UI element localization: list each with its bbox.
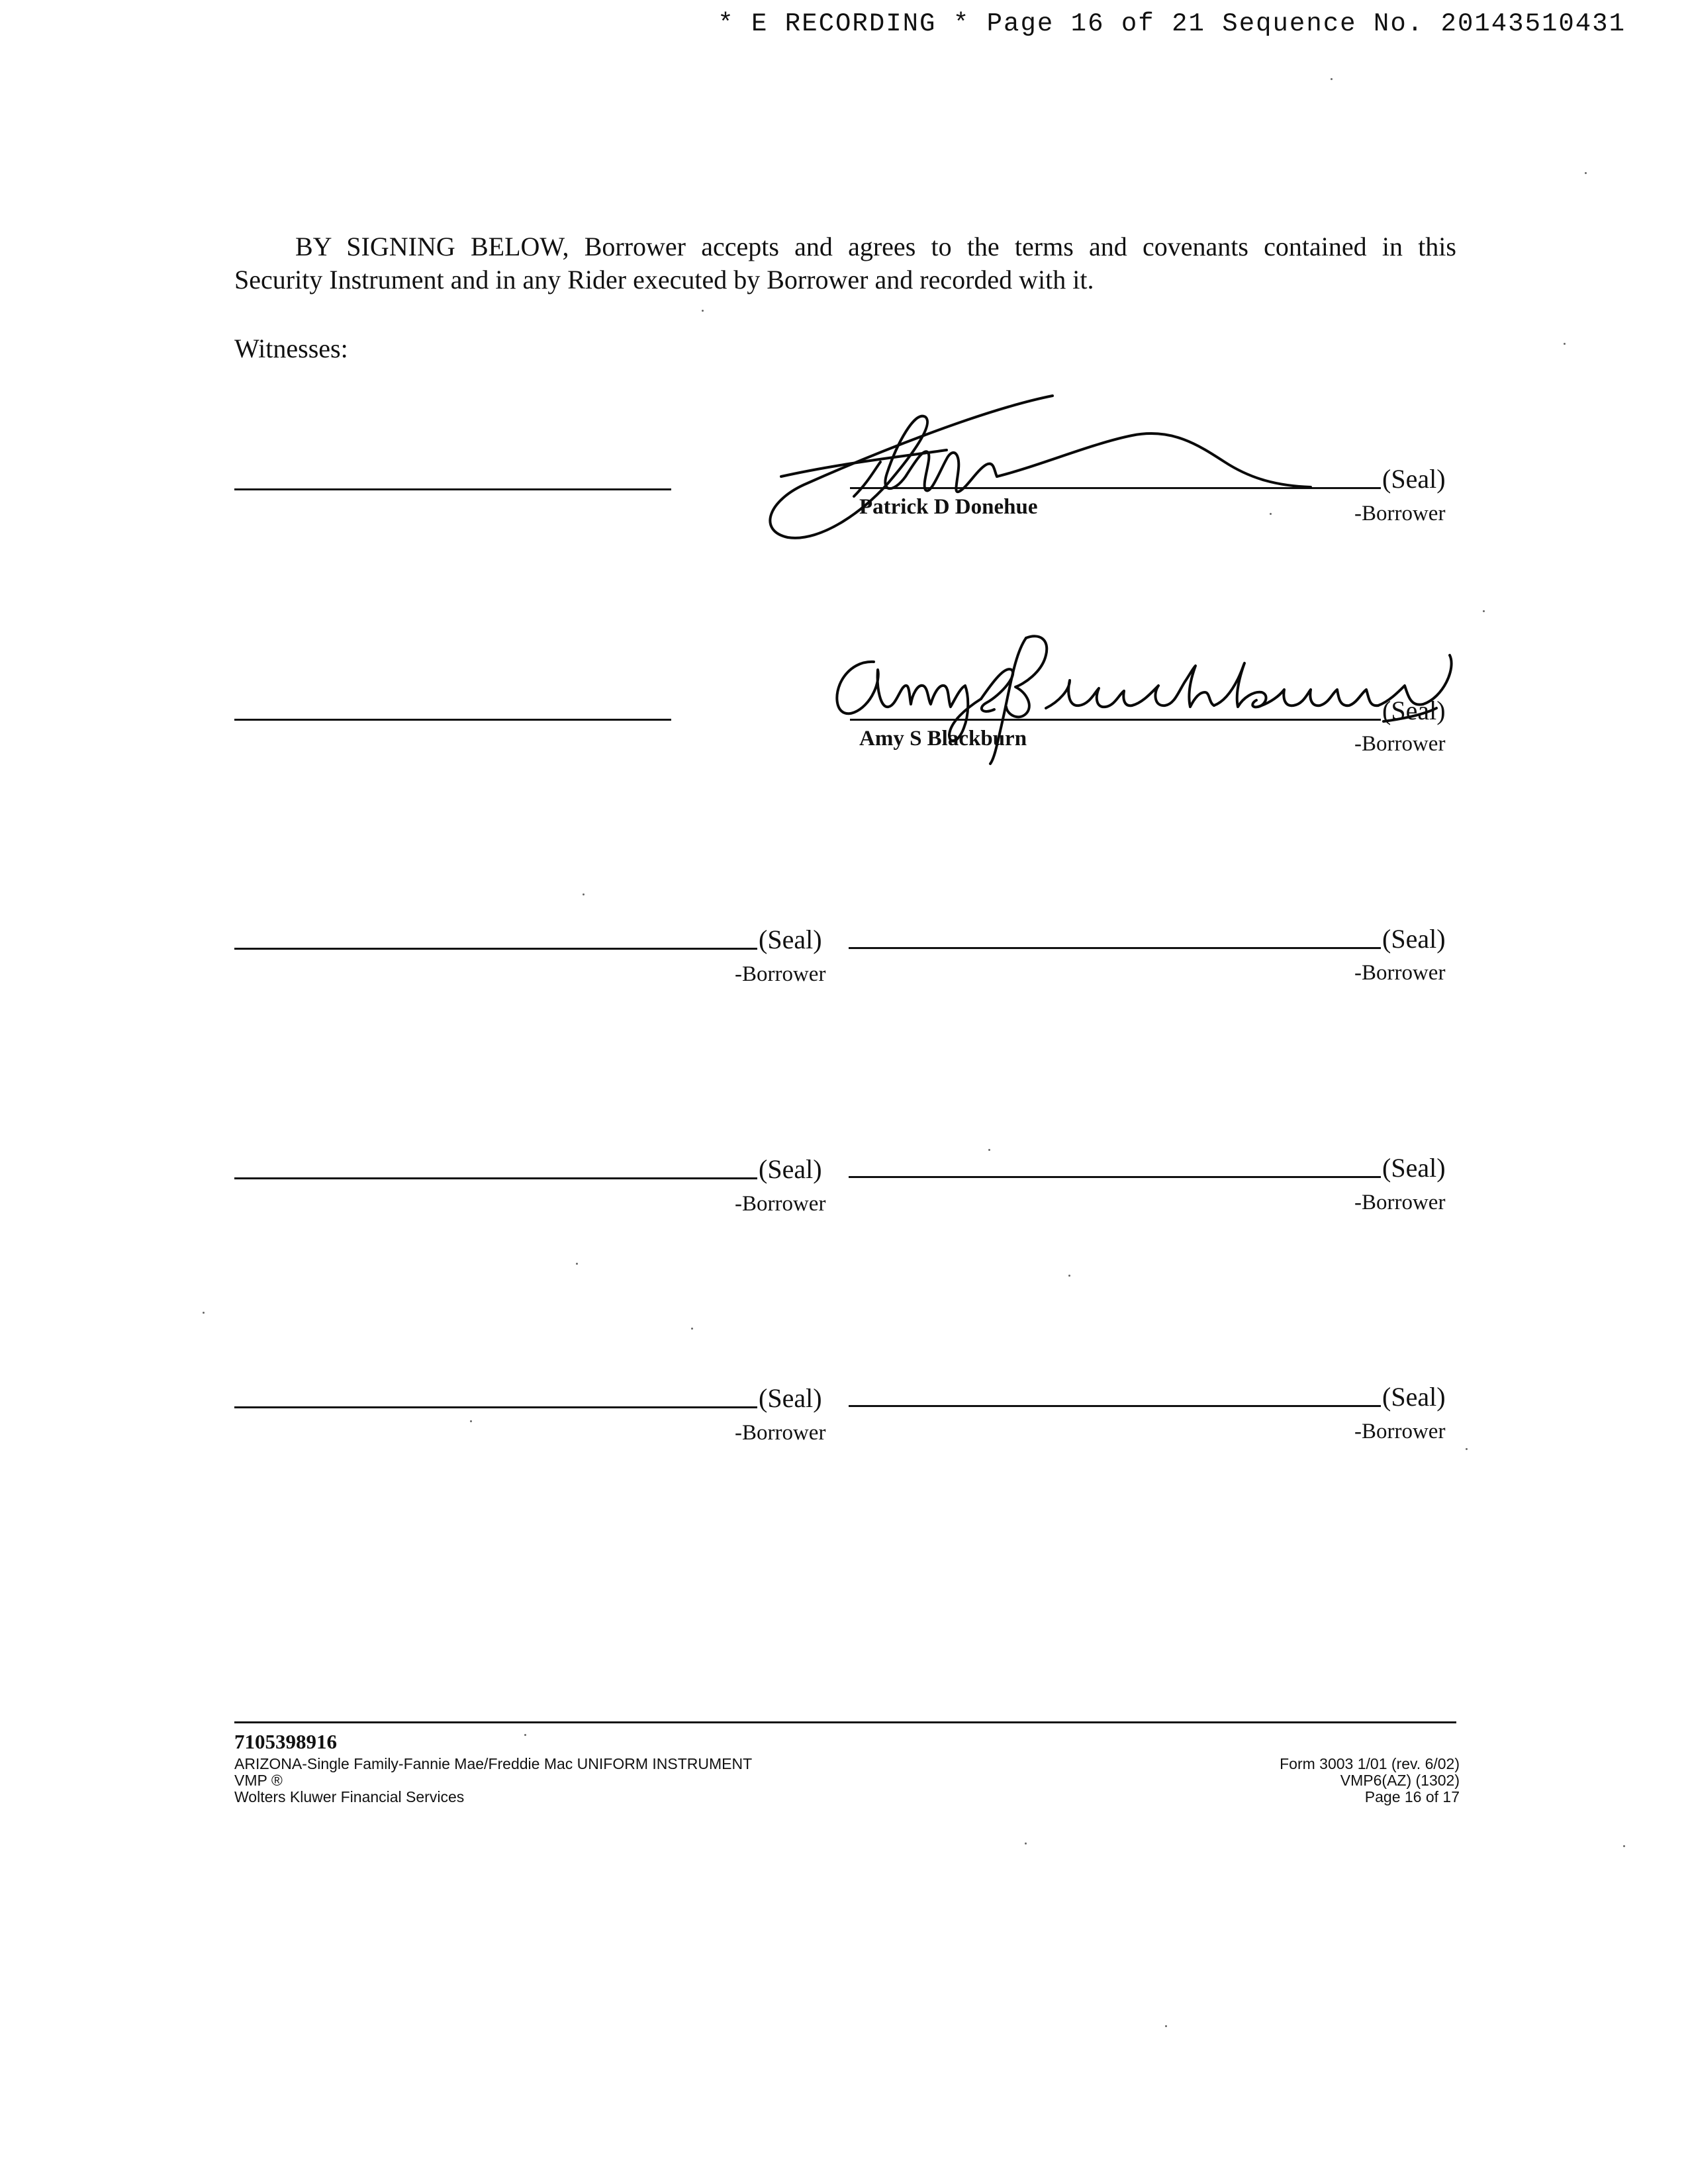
- scan-speck: [1466, 1448, 1468, 1450]
- footer-form-numbers: [1280, 1756, 1460, 1805]
- scan-speck: [691, 1328, 693, 1330]
- scan-speck: [524, 1734, 526, 1736]
- borrower-label-left-3: -Borrower: [735, 962, 826, 986]
- handwritten-signature-1: [761, 384, 1383, 556]
- footer-form-title: ARIZONA-Single Family-Fannie Mae/Freddie Mac UNIFORM INSTRUMENT: [234, 1755, 753, 1772]
- footer-divider: [234, 1721, 1456, 1723]
- signature-line-right-3: [849, 947, 1381, 949]
- seal-label-signer-1: (Seal): [1382, 464, 1446, 494]
- footer-form-code: VMP6(AZ) (1302): [1340, 1772, 1460, 1789]
- witness-line-1: [234, 488, 671, 490]
- signature-line-right-4: [849, 1176, 1381, 1178]
- seal-label-left-3: (Seal): [759, 925, 822, 954]
- borrower-label-left-5: -Borrower: [735, 1421, 826, 1445]
- witnesses-label: Witnesses:: [234, 334, 348, 363]
- scan-speck: [1331, 78, 1333, 80]
- signature-line-left-3: [234, 948, 757, 950]
- borrower-label-signer-1: -Borrower: [1354, 502, 1446, 525]
- scan-speck: [1025, 1843, 1027, 1844]
- loan-number: 7105398916: [234, 1730, 337, 1753]
- scan-speck: [702, 310, 704, 312]
- footer-page-indicator: Page 16 of 17: [1364, 1788, 1460, 1805]
- signing-paragraph-line-1: BY SIGNING BELOW, Borrower accepts and agrees to the terms and covenants contained in this: [295, 232, 1456, 261]
- scan-speck: [1270, 513, 1272, 515]
- scan-speck: [1623, 1845, 1625, 1847]
- scan-speck: [1585, 172, 1587, 174]
- scan-speck: [1165, 2025, 1167, 2027]
- footer-vmp-mark: VMP ®: [234, 1772, 283, 1789]
- seal-label-right-3: (Seal): [1382, 924, 1446, 954]
- seal-label-signer-2: (Seal): [1382, 696, 1446, 725]
- handwritten-signature-2: [827, 629, 1463, 768]
- witness-line-2: [234, 719, 671, 721]
- signing-paragraph: [234, 230, 1456, 296]
- scan-speck: [576, 1263, 578, 1265]
- footer-publisher: Wolters Kluwer Financial Services: [234, 1788, 465, 1805]
- seal-label-left-4: (Seal): [759, 1154, 822, 1184]
- scan-speck: [1068, 1275, 1070, 1277]
- borrower-label-right-4: -Borrower: [1354, 1191, 1446, 1214]
- borrower-label-right-3: -Borrower: [1354, 961, 1446, 985]
- borrower-label-signer-2: -Borrower: [1354, 732, 1446, 756]
- seal-label-left-5: (Seal): [759, 1383, 822, 1413]
- signature-line-left-5: [234, 1406, 757, 1408]
- signature-line-left-4: [234, 1177, 757, 1179]
- recording-header: * E RECORDING * Page 16 of 21 Sequence No. 20143510431: [718, 9, 1626, 38]
- signature-line-right-5: [849, 1405, 1381, 1407]
- borrower-label-right-5: -Borrower: [1354, 1420, 1446, 1443]
- signer-name-2: Amy S Blackburn: [859, 727, 1027, 751]
- footer-form-number: Form 3003 1/01 (rev. 6/02): [1280, 1755, 1460, 1772]
- signer-name-1: Patrick D Donehue: [859, 495, 1038, 519]
- scan-speck: [203, 1312, 205, 1314]
- signing-paragraph-line-2: Security Instrument and in any Rider executed by Borrower and recorded with it.: [234, 265, 1094, 295]
- footer-form-info: [234, 1756, 752, 1805]
- seal-label-right-4: (Seal): [1382, 1153, 1446, 1183]
- scan-speck: [1483, 610, 1485, 612]
- scan-speck: [583, 893, 585, 895]
- scan-speck: [470, 1420, 472, 1422]
- scan-speck: [988, 1149, 990, 1151]
- borrower-label-left-4: -Borrower: [735, 1192, 826, 1216]
- seal-label-right-5: (Seal): [1382, 1382, 1446, 1412]
- scan-speck: [1564, 343, 1566, 345]
